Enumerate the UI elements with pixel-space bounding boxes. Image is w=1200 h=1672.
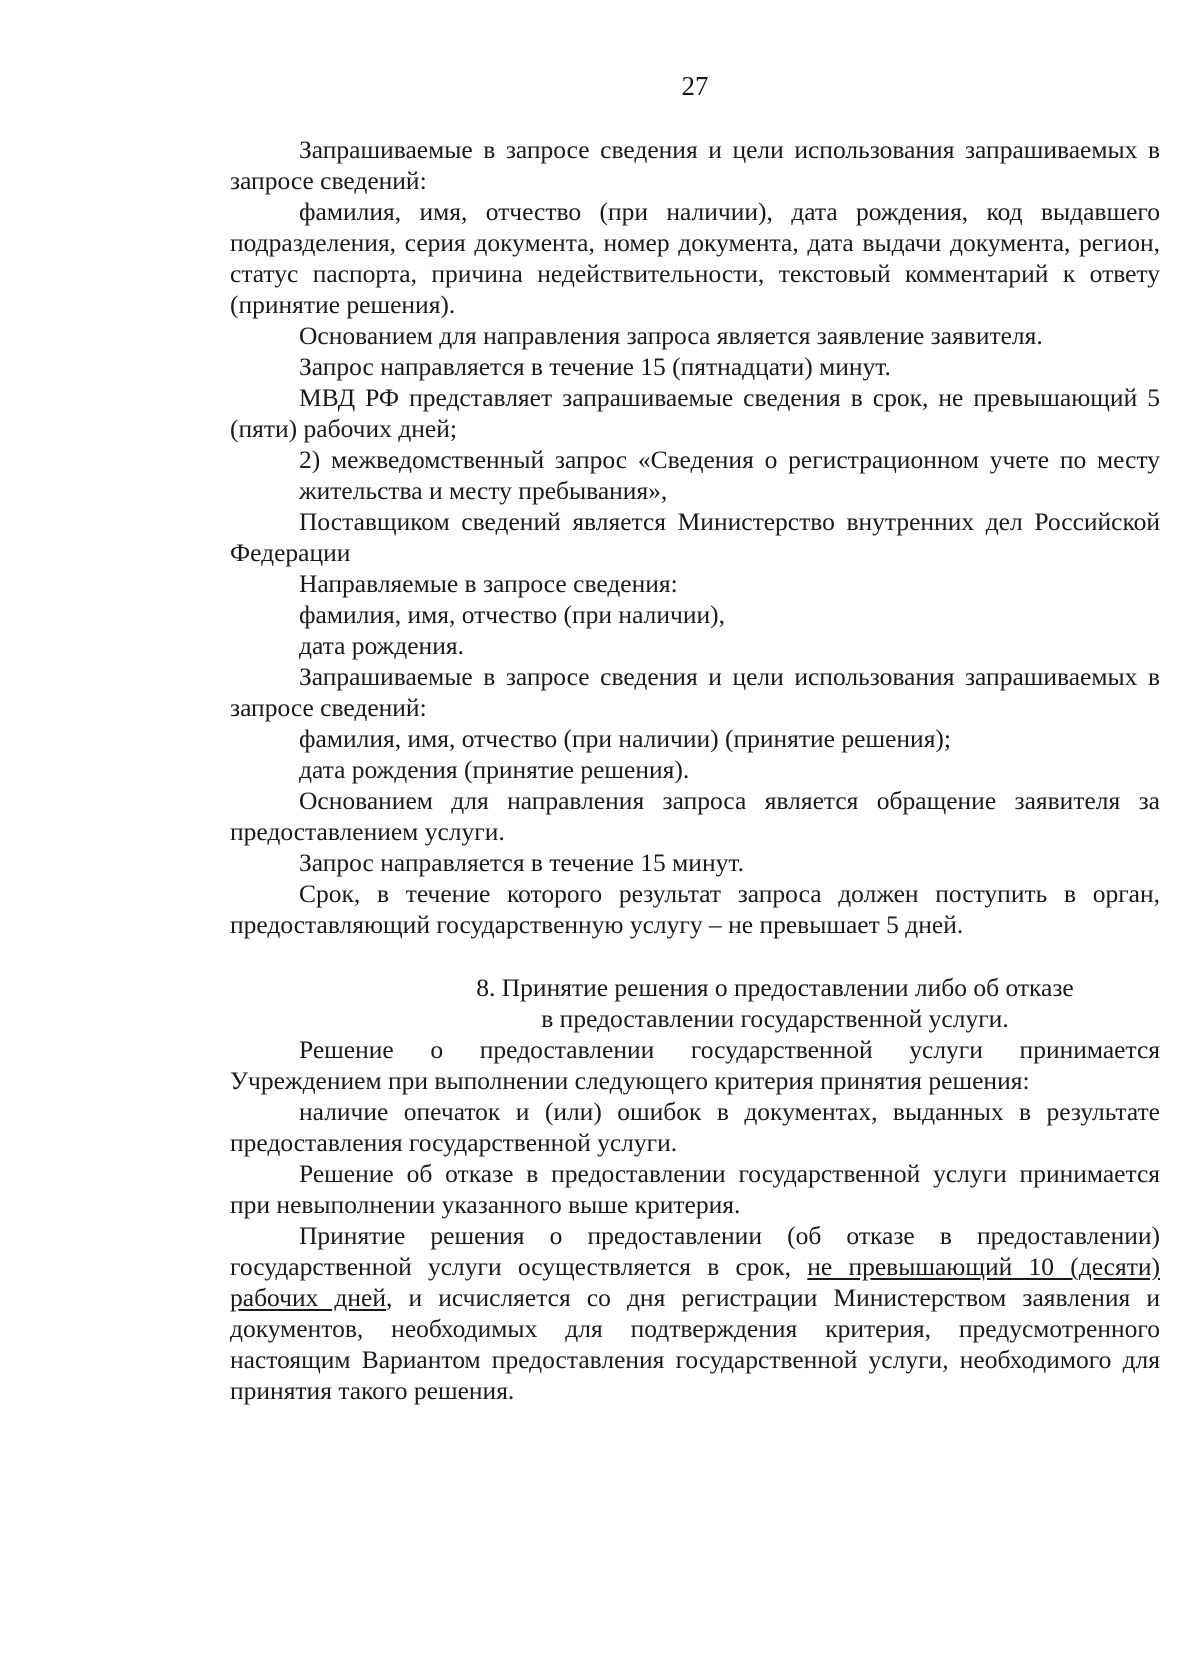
section-heading-line: 8. Принятие решения о предоставлении либо об отказе xyxy=(476,973,1074,1002)
paragraph: фамилия, имя, отчество (при наличии), xyxy=(299,600,725,629)
paragraph: Срок, в течение которого результат запроса должен поступить в орган, предоставляющий государственную услугу – не превышает 5 дней. xyxy=(230,879,1160,939)
paragraph: Направляемые в запросе сведения: xyxy=(299,569,678,598)
paragraph: фамилия, имя, отчество (при наличии), дата рождения, код выдавшего подразделения, серия документа, номер документа, дата выдачи документа, регион, статус паспорта, причина недействительности, текстовый комментарий к ответу (принятие решения). xyxy=(230,197,1160,319)
paragraph: Основанием для направления запроса является обращение заявителя за предоставлением услуги. xyxy=(230,786,1160,846)
paragraph: дата рождения. xyxy=(299,631,464,660)
paragraph-text: , и исчисляется со дня регистрации Министерством заявления и документов, необходимых для подтверждения критерия, предусмотренного настоящим Вариантом предоставления государственной услуги, необходимого для принятия такого решения. xyxy=(230,1283,1160,1405)
paragraph: Запрашиваемые в запросе сведения и цели использования запрашиваемых в запросе сведений: xyxy=(230,662,1160,722)
paragraph: Решение об отказе в предоставлении государственной услуги принимается при невыполнении указанного выше критерия. xyxy=(230,1159,1160,1219)
page-number: 27 xyxy=(681,71,709,101)
paragraph: 2) межведомственный запрос «Сведения о регистрационном учете по месту жительства и месту пребывания», xyxy=(299,445,1160,505)
paragraph: Запрашиваемые в запросе сведения и цели использования запрашиваемых в запросе сведений: xyxy=(230,135,1160,195)
paragraph xyxy=(230,1220,1160,1406)
document-body xyxy=(230,134,1160,1406)
paragraph: Запрос направляется в течение 15 (пятнадцати) минут. xyxy=(299,352,891,381)
paragraph: Основанием для направления запроса является заявление заявителя. xyxy=(299,321,1043,350)
paragraph: Поставщиком сведений является Министерство внутренних дел Российской Федерации xyxy=(230,507,1160,567)
paragraph: МВД РФ представляет запрашиваемые сведения в срок, не превышающий 5 (пяти) рабочих дней; xyxy=(230,383,1160,443)
paragraph: дата рождения (принятие решения). xyxy=(299,755,690,784)
underlined-deadline: не превышающий 10 (десяти) рабочих дней xyxy=(230,1252,1160,1312)
paragraph: Решение о предоставлении государственной услуги принимается Учреждением при выполнении следующего критерия принятия решения: xyxy=(230,1035,1160,1095)
section-heading xyxy=(230,940,1160,1034)
paragraph: наличие опечаток и (или) ошибок в документах, выданных в результате предоставления государственной услуги. xyxy=(230,1097,1160,1157)
paragraph-text: Принятие решения о предоставлении (об отказе в предоставлении) государственной услуги осуществляется в срок, xyxy=(230,1221,1160,1281)
section-heading-line: в предоставлении государственной услуги. xyxy=(541,1004,1009,1033)
paragraph: фамилия, имя, отчество (при наличии) (принятие решения); xyxy=(299,724,951,753)
paragraph: Запрос направляется в течение 15 минут. xyxy=(299,848,744,877)
